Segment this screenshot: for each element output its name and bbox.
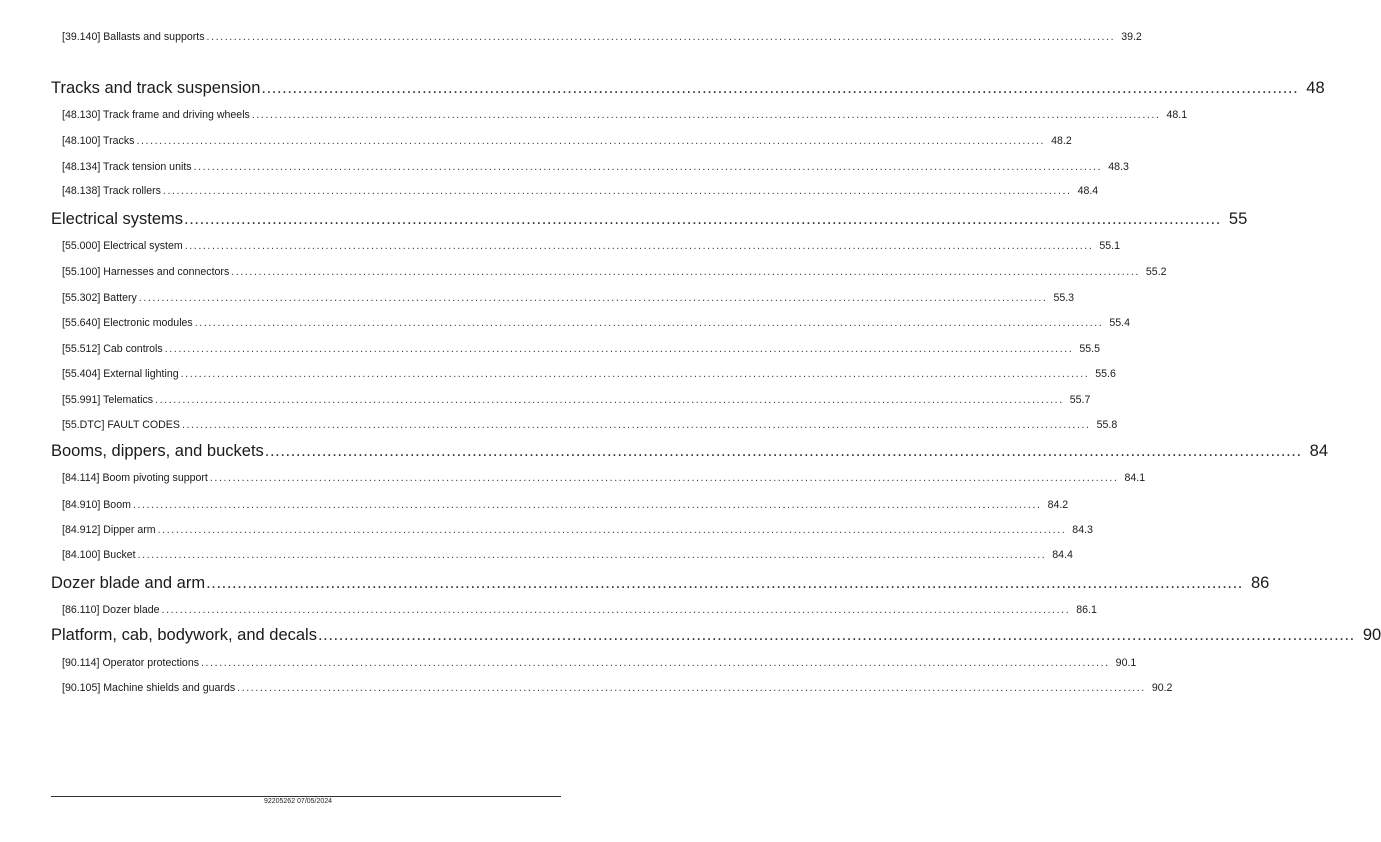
toc-section-entry[interactable] — [62, 31, 1142, 43]
toc-section-entry[interactable] — [62, 394, 1091, 406]
toc-entry-page-number: 39.2 — [1121, 31, 1142, 43]
toc-section-entry[interactable] — [62, 604, 1097, 616]
toc-section-entry[interactable] — [62, 240, 1120, 252]
toc-chapter-entry[interactable] — [51, 79, 1325, 98]
toc-entry-title: [84.912] Dipper arm — [62, 524, 156, 536]
toc-entry-page-number: 90.2 — [1151, 682, 1173, 694]
dot-leader: ........................................................................................................................................................................................................ — [162, 185, 1072, 197]
toc-entry-page-number: 84.4 — [1052, 549, 1073, 561]
toc-section-entry[interactable] — [62, 524, 1093, 536]
toc-entry-title: [48.134] Track tension units — [62, 161, 192, 173]
toc-entry-page-number: 90 — [1362, 626, 1381, 644]
dot-leader: ........................................................................................................................................................................................................ — [137, 549, 1047, 561]
footer-document-id: 92205262 07/05/2024 — [263, 798, 333, 805]
toc-entry-title: [48.138] Track rollers — [62, 185, 161, 197]
dot-leader: ........................................................................................................................................................................................................ — [209, 472, 1119, 484]
toc-entry-title: [55.404] External lighting — [62, 368, 179, 380]
dot-leader: ........................................................................................................................................................................................................ — [164, 343, 1074, 355]
toc-section-entry[interactable] — [62, 549, 1073, 561]
toc-section-entry[interactable] — [62, 292, 1075, 304]
toc-section-entry[interactable] — [62, 682, 1173, 694]
toc-entry-page-number: 84.1 — [1124, 472, 1146, 484]
toc-section-entry[interactable] — [62, 499, 1069, 511]
toc-section-entry[interactable] — [62, 419, 1118, 431]
toc-entry-page-number: 55.2 — [1145, 266, 1167, 278]
dot-leader: ........................................................................................................................................................................................................ — [157, 524, 1067, 536]
toc-entry-title: [86.110] Dozer blade — [62, 604, 160, 616]
dot-leader: ........................................................................................................................................................................................................ — [237, 682, 1146, 694]
toc-section-entry[interactable] — [62, 368, 1116, 380]
toc-section-entry[interactable] — [62, 185, 1099, 197]
dot-leader: ........................................................................................................................................................................................................ — [181, 419, 1091, 431]
toc-entry-title: Platform, cab, bodywork, and decals — [51, 626, 317, 644]
toc-entry-title: [84.100] Bucket — [62, 549, 136, 561]
toc-entry-title: [90.105] Machine shields and guards — [62, 682, 236, 694]
toc-entry-title: Dozer blade and arm — [51, 574, 206, 592]
toc-entry-page-number: 55.8 — [1096, 419, 1118, 431]
toc-entry-page-number: 86.1 — [1076, 604, 1097, 616]
dot-leader: ........................................................................................................................................................................................................ — [184, 210, 1221, 228]
toc-entry-page-number: 55 — [1228, 210, 1248, 228]
dot-leader: ........................................................................................................................................................................................................ — [201, 657, 1110, 669]
toc-section-entry[interactable] — [62, 135, 1072, 147]
toc-section-entry[interactable] — [62, 472, 1146, 484]
toc-entry-title: [39.140] Ballasts and supports — [62, 31, 205, 43]
dot-leader: ........................................................................................................................................................................................................ — [161, 604, 1071, 616]
dot-leader: ........................................................................................................................................................................................................ — [193, 161, 1103, 173]
toc-entry-title: [84.114] Boom pivoting support — [62, 472, 208, 484]
dot-leader: ........................................................................................................................................................................................................ — [251, 109, 1161, 121]
dot-leader: ........................................................................................................................................................................................................ — [317, 626, 1355, 644]
toc-entry-page-number: 55.6 — [1095, 368, 1116, 380]
toc-entry-page-number: 48 — [1306, 79, 1325, 97]
toc-entry-page-number: 48.1 — [1166, 109, 1188, 121]
dot-leader: ........................................................................................................................................................................................................ — [206, 31, 1116, 43]
toc-section-entry[interactable] — [62, 161, 1129, 173]
toc-entry-title: [55.100] Harnesses and connectors — [62, 266, 230, 278]
toc-entry-title: [55.302] Battery — [62, 292, 137, 304]
toc-entry-page-number: 55.3 — [1053, 292, 1075, 304]
toc-entry-title: Booms, dippers, and buckets — [51, 442, 264, 460]
toc-entry-title: [84.910] Boom — [62, 499, 131, 511]
toc-entry-title: [55.640] Electronic modules — [62, 317, 193, 329]
toc-entry-page-number: 48.3 — [1108, 161, 1129, 173]
toc-entry-title: [55.991] Telematics — [62, 394, 154, 406]
toc-section-entry[interactable] — [62, 343, 1100, 355]
toc-entry-title: [55.512] Cab controls — [62, 343, 163, 355]
toc-section-entry[interactable] — [62, 657, 1137, 669]
dot-leader: ........................................................................................................................................................................................................ — [138, 292, 1048, 304]
toc-entry-page-number: 86 — [1250, 574, 1270, 592]
toc-section-entry[interactable] — [62, 317, 1131, 329]
toc-entry-title: [55.DTC] FAULT CODES — [62, 419, 180, 431]
toc-entry-page-number: 48.2 — [1051, 135, 1072, 147]
toc-chapter-entry[interactable] — [51, 442, 1329, 461]
toc-chapter-entry[interactable] — [51, 626, 1381, 645]
toc-entry-page-number: 48.4 — [1077, 185, 1099, 197]
dot-leader: ........................................................................................................................................................................................................ — [180, 368, 1090, 380]
dot-leader: ........................................................................................................................................................................................................ — [206, 574, 1243, 592]
toc-chapter-entry[interactable] — [51, 574, 1270, 593]
toc-entry-page-number: 55.4 — [1109, 317, 1131, 329]
toc-entry-page-number: 84.3 — [1072, 524, 1093, 536]
toc-entry-title: [48.130] Track frame and driving wheels — [62, 109, 250, 121]
toc-chapter-entry[interactable] — [51, 210, 1248, 229]
dot-leader: ........................................................................................................................................................................................................ — [261, 79, 1299, 97]
toc-entry-title: [48.100] Tracks — [62, 135, 135, 147]
dot-leader: ........................................................................................................................................................................................................ — [155, 394, 1064, 406]
toc-entry-page-number: 55.7 — [1069, 394, 1091, 406]
dot-leader: ........................................................................................................................................................................................................ — [231, 266, 1140, 278]
toc-entry-title: Electrical systems — [51, 210, 184, 228]
dot-leader: ........................................................................................................................................................................................................ — [264, 442, 1302, 460]
dot-leader: ........................................................................................................................................................................................................ — [132, 499, 1042, 511]
toc-section-entry[interactable] — [62, 266, 1167, 278]
toc-entry-page-number: 90.1 — [1115, 657, 1137, 669]
toc-entry-page-number: 55.1 — [1099, 240, 1120, 252]
dot-leader: ........................................................................................................................................................................................................ — [184, 240, 1094, 252]
toc-entry-page-number: 84 — [1309, 442, 1329, 460]
toc-entry-page-number: 55.5 — [1079, 343, 1100, 355]
toc-section-entry[interactable] — [62, 109, 1188, 121]
dot-leader: ........................................................................................................................................................................................................ — [136, 135, 1046, 147]
toc-entry-title: [90.114] Operator protections — [62, 657, 200, 669]
toc-entry-title: Tracks and track suspension — [51, 79, 261, 97]
footer-divider — [51, 796, 561, 797]
toc-entry-title: [55.000] Electrical system — [62, 240, 183, 252]
dot-leader: ........................................................................................................................................................................................................ — [194, 317, 1104, 329]
toc-entry-page-number: 84.2 — [1047, 499, 1069, 511]
